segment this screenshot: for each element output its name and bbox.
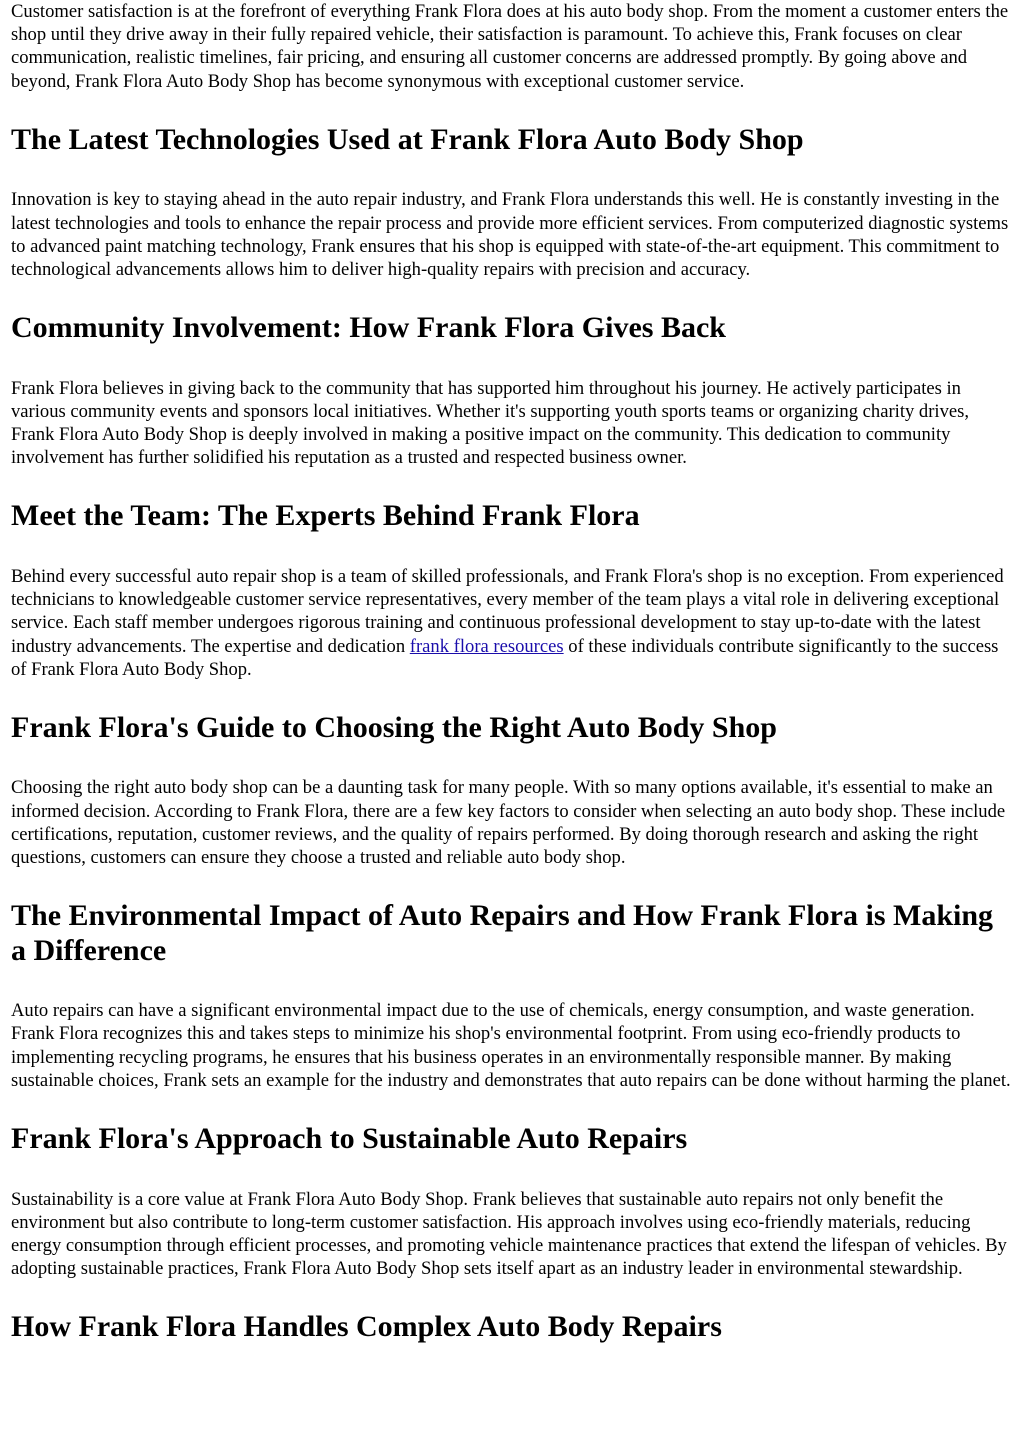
section-body-community: Frank Flora believes in giving back to the community that has supported him throughout his journey. He actively participates in various community events and sponsors local initiatives. Whether it's supporting youth sports teams or organizing charity drives, Frank Flora Auto Body Shop is deeply involved in making a positive impact on the community. This dedication to community involvement has further solidified his reputation as a trusted and respected business owner. bbox=[11, 377, 970, 469]
section-heading-community: Community Involvement: How Frank Flora Gives Back bbox=[11, 311, 726, 345]
team-text-before-link: Behind every successful auto repair shop is a team of skilled professionals, and Frank Flora's shop is no exception. From experienced technicians to knowledgeable customer service representatives, every member of the team plays a vital role in delivering exceptional service. Each staff member undergoes rigorous training and continuous professional development to stay up-to-date with the latest industry advancements. The expertise and dedication bbox=[11, 565, 1004, 657]
intro-paragraph: Customer satisfaction is at the forefront of everything Frank Flora does at his auto body shop. From the moment a customer enters the shop until they drive away in their fully repaired vehicle, their satisfaction is paramount. To achieve this, Frank focuses on clear communication, realistic timelines, fair pricing, and ensuring all customer concerns are addressed promptly. By going above and beyond, Frank Flora Auto Body Shop has become synonymous with exceptional customer service. bbox=[11, 1, 1009, 92]
section-heading-sustainable: Frank Flora's Approach to Sustainable Auto Repairs bbox=[11, 1122, 688, 1156]
section-body-sustainable: Sustainability is a core value at Frank Flora Auto Body Shop. Frank believes that sustainable auto repairs not only benefit the environment but also contribute to long-term customer satisfaction. His approach involves using eco-friendly materials, reducing energy consumption through efficient processes, and promoting vehicle maintenance practices that extend the lifespan of vehicles. By adopting sustainable practices, Frank Flora Auto Body Shop sets itself apart as an industry leader in environmental stewardship. bbox=[11, 1188, 1007, 1280]
section-heading-complex-repairs: How Frank Flora Handles Complex Auto Body Repairs bbox=[11, 1310, 722, 1344]
team-text-after-link: of these individuals contribute significantly to the success of Frank Flora Auto Body Shop. bbox=[11, 635, 999, 680]
section-body-team bbox=[11, 565, 1013, 681]
section-heading-environmental: The Environmental Impact of Auto Repairs and How Frank Flora is Making a Difference bbox=[11, 899, 994, 967]
section-heading-technologies: The Latest Technologies Used at Frank Flora Auto Body Shop bbox=[11, 122, 804, 156]
section-heading-guide: Frank Flora's Guide to Choosing the Right Auto Body Shop bbox=[11, 710, 777, 744]
section-body-guide: Choosing the right auto body shop can be a daunting task for many people. With so many options available, it's essential to make an informed decision. According to Frank Flora, there are a few key factors to consider when selecting an auto body shop. These include certifications, reputation, customer reviews, and the quality of repairs performed. By doing thorough research and asking the right questions, customers can ensure they choose a trusted and reliable auto body shop. bbox=[11, 777, 1006, 869]
section-heading-team: Meet the Team: The Experts Behind Frank Flora bbox=[11, 499, 640, 533]
frank-flora-resources-link[interactable]: frank flora resources bbox=[409, 635, 564, 657]
section-body-technologies: Innovation is key to staying ahead in the auto repair industry, and Frank Flora understands this well. He is constantly investing in the latest technologies and tools to enhance the repair process and provide more efficient services. From computerized diagnostic systems to advanced paint matching technology, Frank ensures that his shop is equipped with state-of-the-art equipment. This commitment to technological advancements allows him to deliver high-quality repairs with precision and accuracy. bbox=[11, 189, 1009, 280]
section-body-environmental: Auto repairs can have a significant environmental impact due to the use of chemicals, energy consumption, and waste generation. Frank Flora recognizes this and takes steps to minimize his shop's environmental footprint. From using eco-friendly products to implementing recycling programs, he ensures that his business operates in an environmentally responsible manner. By making sustainable choices, Frank sets an example for the industry and demonstrates that auto repairs can be done without harming the planet. bbox=[11, 1000, 1011, 1091]
